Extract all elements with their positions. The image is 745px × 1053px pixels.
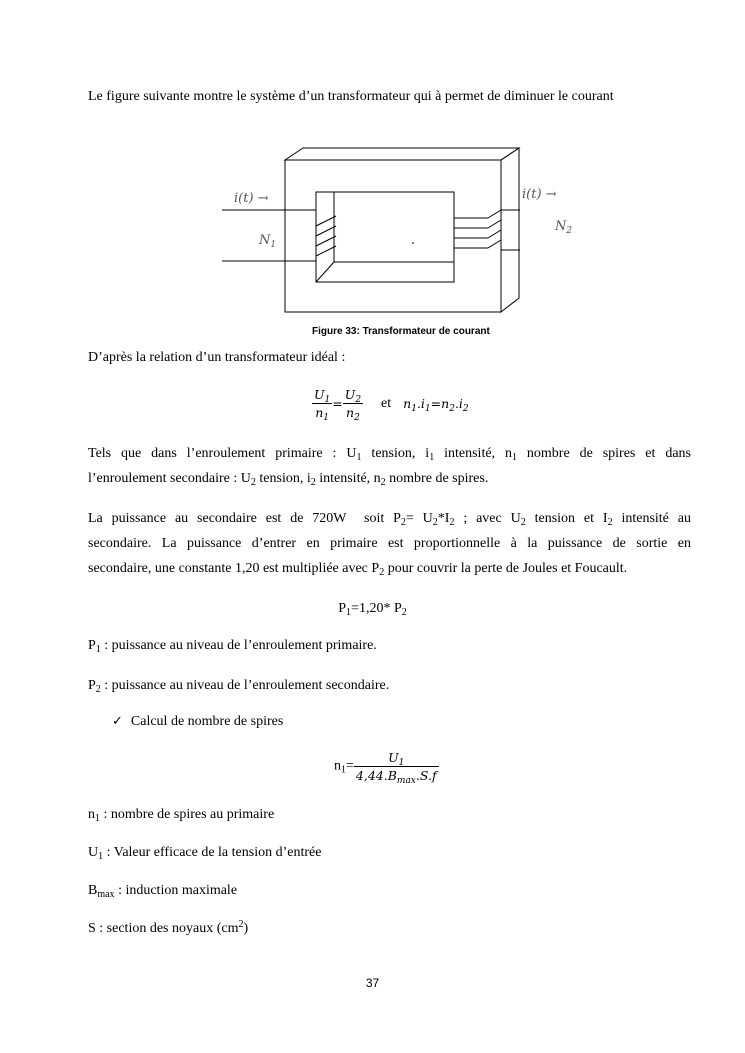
fraction-u1-n1: $\frac{U_1}{n_1}$ [314,387,331,423]
transformer-figure [0,0,745,330]
paragraph-2-line-1: La puissance au secondaire est de 720W soit $P_2= U_2*I_2$ ; avec $U_2$ tension et $I_2$ intensité au [88,511,691,528]
definition-p2: $P_2$ : puissance au niveau de l’enroulement secondaire. [88,678,390,695]
core-window [316,192,454,282]
turns-equation: $n_1=$ $\frac{U_1}{4,44.B_{max}.S.f}$ [334,750,437,786]
ideal-transformer-equation: $\frac{U_1}{n_1}$ = $\frac{U_2}{n_2}$ et $n_1.i_1=n_2.i_2$ [314,387,469,423]
primary-coil [316,216,336,256]
paragraph-1-line-1: Tels que dans l’enroulement primaire : $U_1$ tension, $i_1$ intensité, $n_1$ nombre de spires et dans [88,446,691,463]
paragraph-2-line-3: secondaire, une constante 1,20 est multipliée avec $P_2$ pour couvrir la perte de Joules et Foucault. [88,561,628,578]
definition-u1: $U_1$ : Valeur efficace de la tension d’entrée [88,845,322,862]
definition-s: S : section des noyaux $(cm^2)$ [88,919,249,936]
page-number: 37 [365,976,380,990]
definition-p1: $P_1$ : puissance au niveau de l’enroulement primaire. [88,638,377,655]
fraction-u2-n2: $\frac{U_2}{n_2}$ [344,387,362,423]
relation-intro: D’après la relation d’un transformateur idéal : [88,350,346,365]
current-label-left: i(t) → [234,191,269,206]
core-top-face [285,148,519,160]
power-equation: $P_1=1,20*$ $P_2$ [338,601,407,618]
paragraph-2-line-2: secondaire. La puissance d’entrer en primaire est proportionnelle à la puissance de sortie en [88,536,691,551]
current-label-right: i(t) → [522,187,557,202]
definition-n1: $n_1$ : nombre de spires au primaire [88,807,275,824]
core-right-face [501,148,519,312]
definition-bmax: $B_{max}$ : induction maximale [88,883,238,900]
intro-text: Le figure suivante montre le système d’un transformateur qui à permet de diminuer le courant [88,89,614,104]
current-relation: $n_1.i_1=n_2.i_2$ [403,396,469,414]
core-outer [285,160,501,312]
bullet-item: ✓ Calcul de nombre de spires [112,714,284,729]
n2-label: $N_2$ [555,219,573,236]
paragraph-1-line-2: l’enroulement secondaire : $U_2$ tension, $i_2$ intensité, $n_2$ nombre de spires. [88,471,489,488]
checkmark-icon: ✓ [112,714,123,729]
secondary-coil [454,210,501,248]
n1-label: $N_1$ [259,233,277,250]
turns-fraction: $\frac{U_1}{4,44.B_{max}.S.f}$ [355,750,437,786]
figure-caption: Figure 33: Transformateur de courant [312,326,490,337]
